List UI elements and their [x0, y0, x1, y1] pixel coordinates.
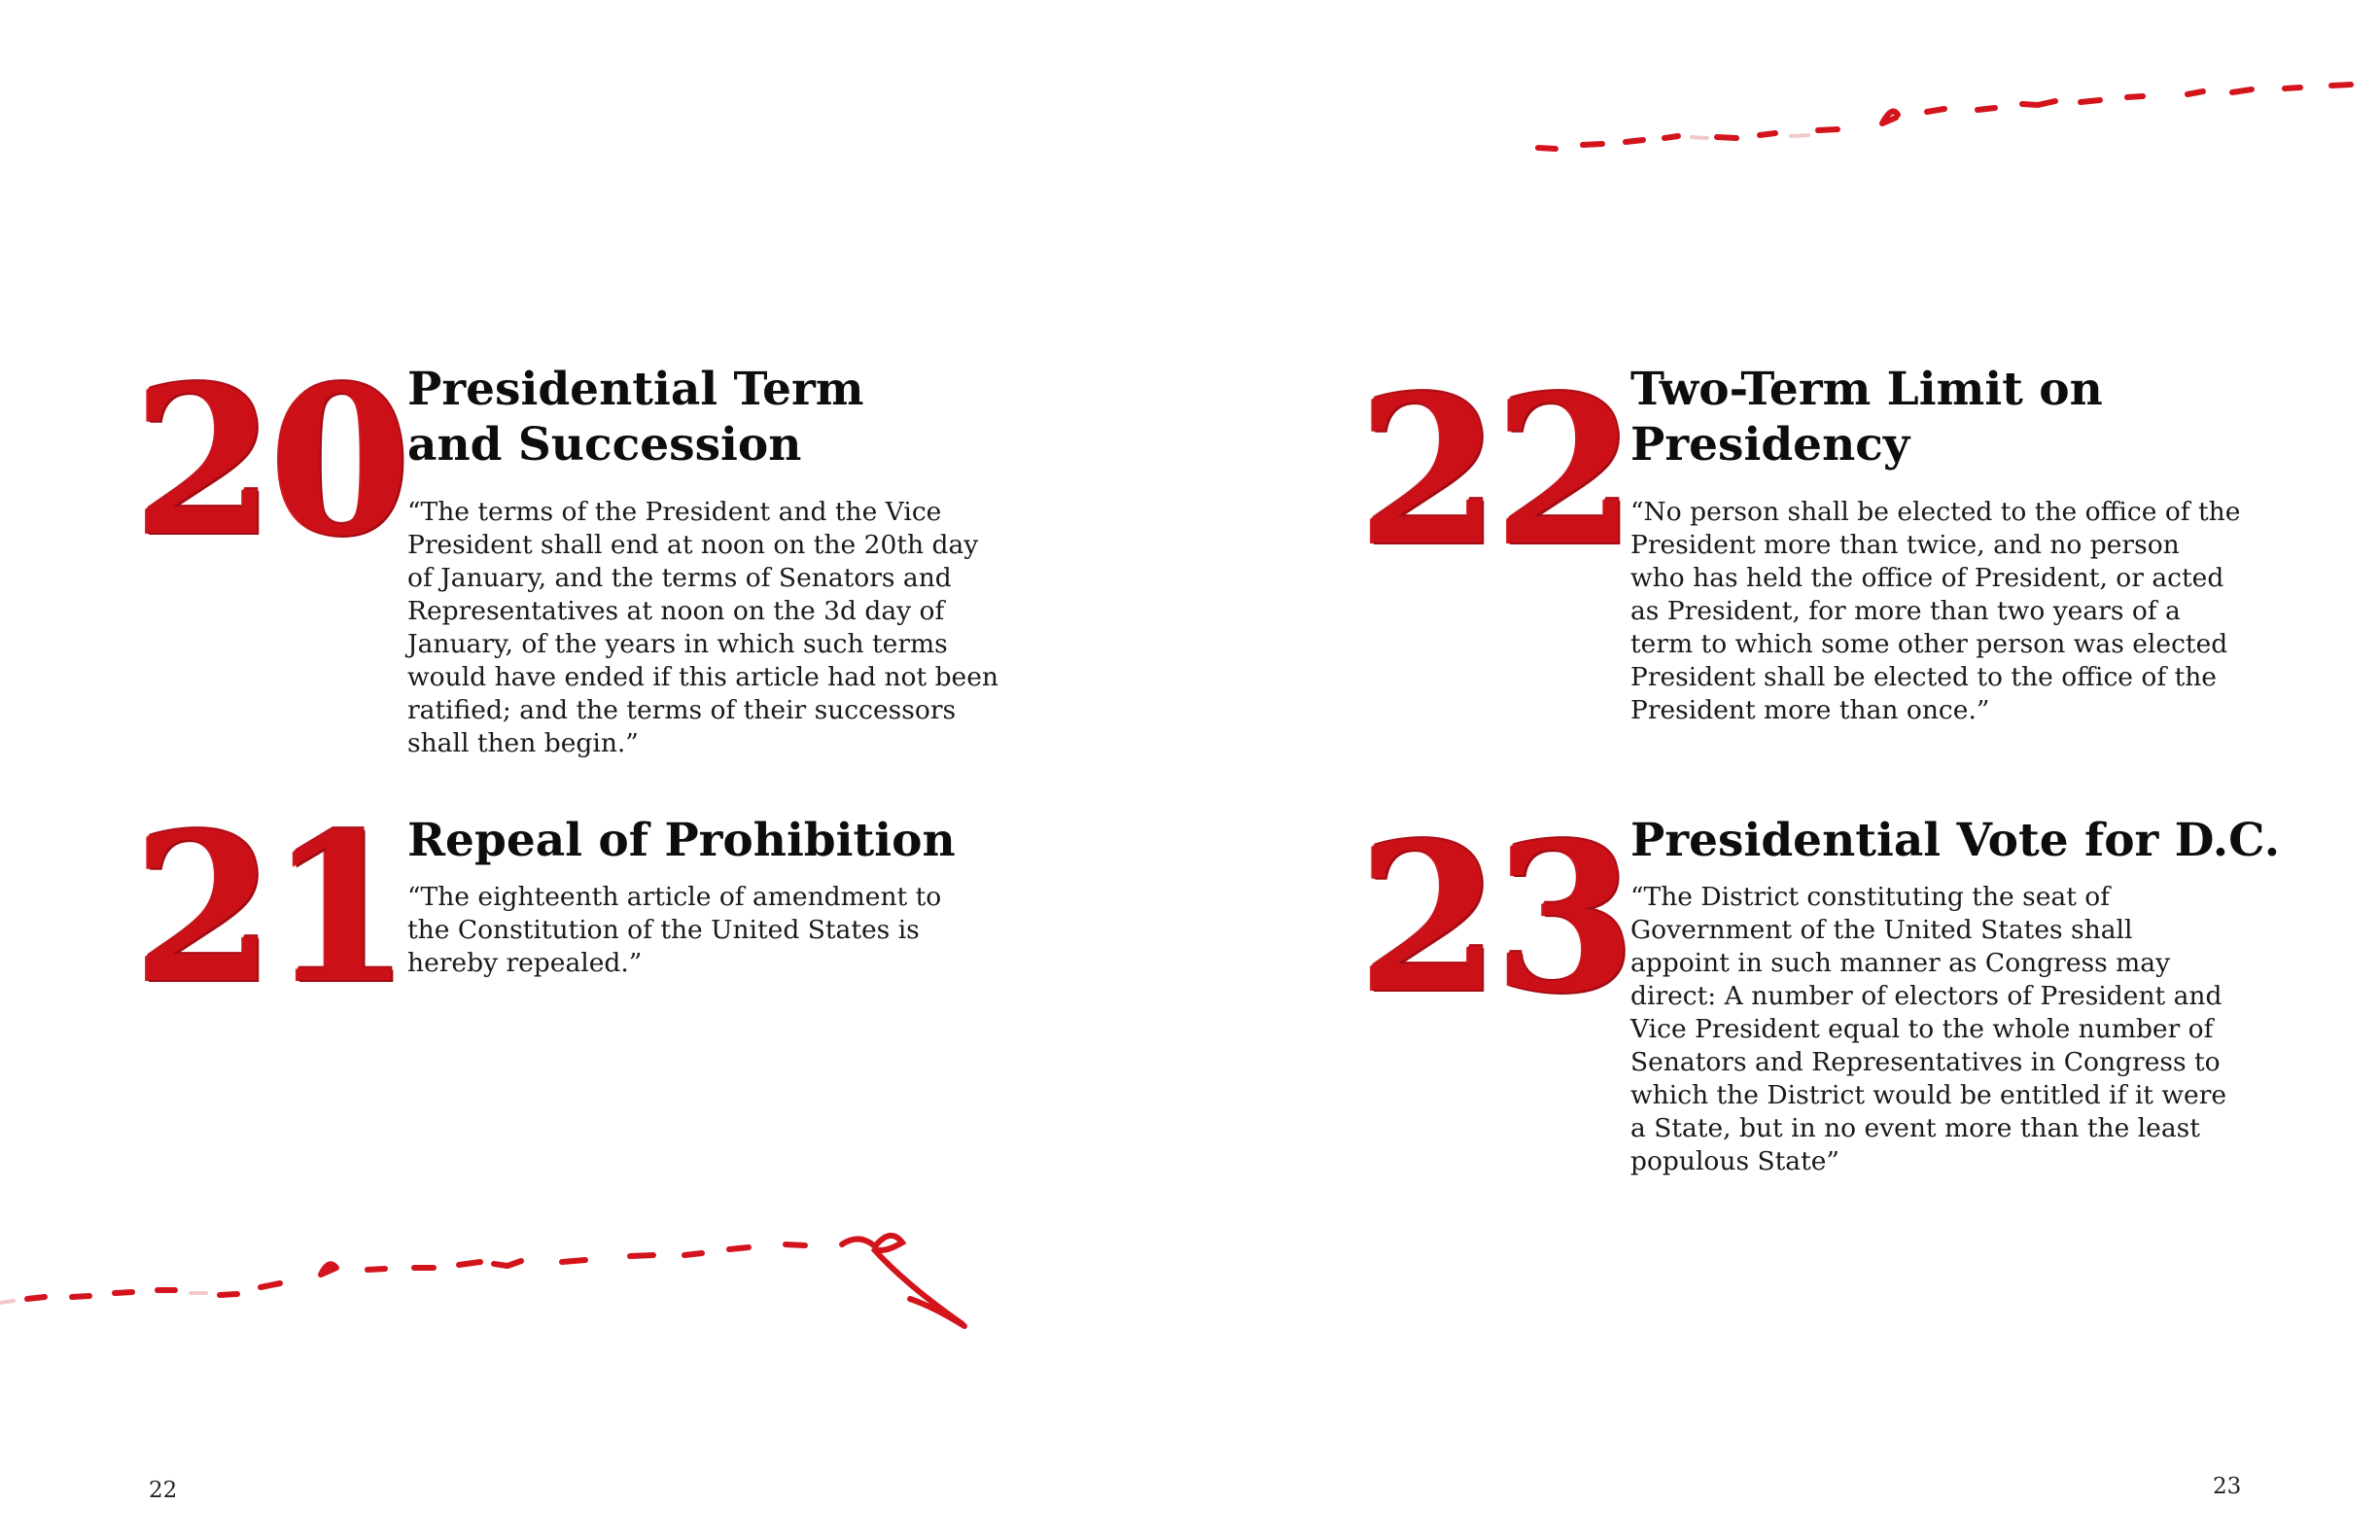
amendment-number: 22: [1358, 351, 1631, 591]
amendment-title: Repeal of Prohibition: [407, 814, 956, 867]
amendment-number: 20: [133, 341, 406, 581]
amendment-text: “The eighteenth article of amendment to the Constitution of the United States is hereby repealed.”: [407, 882, 942, 978]
page-number-left: 22: [149, 1478, 178, 1503]
top-thread-stitches: [1538, 85, 2351, 149]
amendment-number: 21: [133, 788, 406, 1029]
amendment-title: Presidential Term and Succession: [407, 363, 864, 472]
amendment-text: “The District constituting the seat of Government of the United States shall appoint in such manner as Congress may direct: A number of electors of President and Vice President equal to the whole number of Senators and Representatives in Congress to which the District would be entitled if it were a State, but in no event more than the least populous State”: [1630, 882, 2227, 1176]
bottom-thread-pale: [0, 1293, 206, 1303]
amendment-number: 23: [1358, 798, 1631, 1038]
amendment-text: “The terms of the President and the Vice President shall end at noon on the 20th day of January, and the terms of Senators and Representatives at noon on the 3d day of January, of the years in which such terms would have ended if this article had not been ratified; and the terms of their successors shall then begin.”: [407, 497, 998, 758]
top-thread-pale: [1692, 135, 1808, 138]
amendment-title: Presidential Vote for D.C.: [1630, 814, 2281, 867]
bottom-thread-stitches: [27, 1236, 964, 1326]
page-number-right: 23: [2213, 1474, 2242, 1499]
amendment-text: “No person shall be elected to the office of the President more than twice, and no person who has held the office of President, or acted as President, for more than two years of a term to which some other person was elected President shall be elected to the office of the President more than once.”: [1630, 497, 2241, 725]
amendment-title: Two-Term Limit on Presidency: [1630, 363, 2103, 472]
